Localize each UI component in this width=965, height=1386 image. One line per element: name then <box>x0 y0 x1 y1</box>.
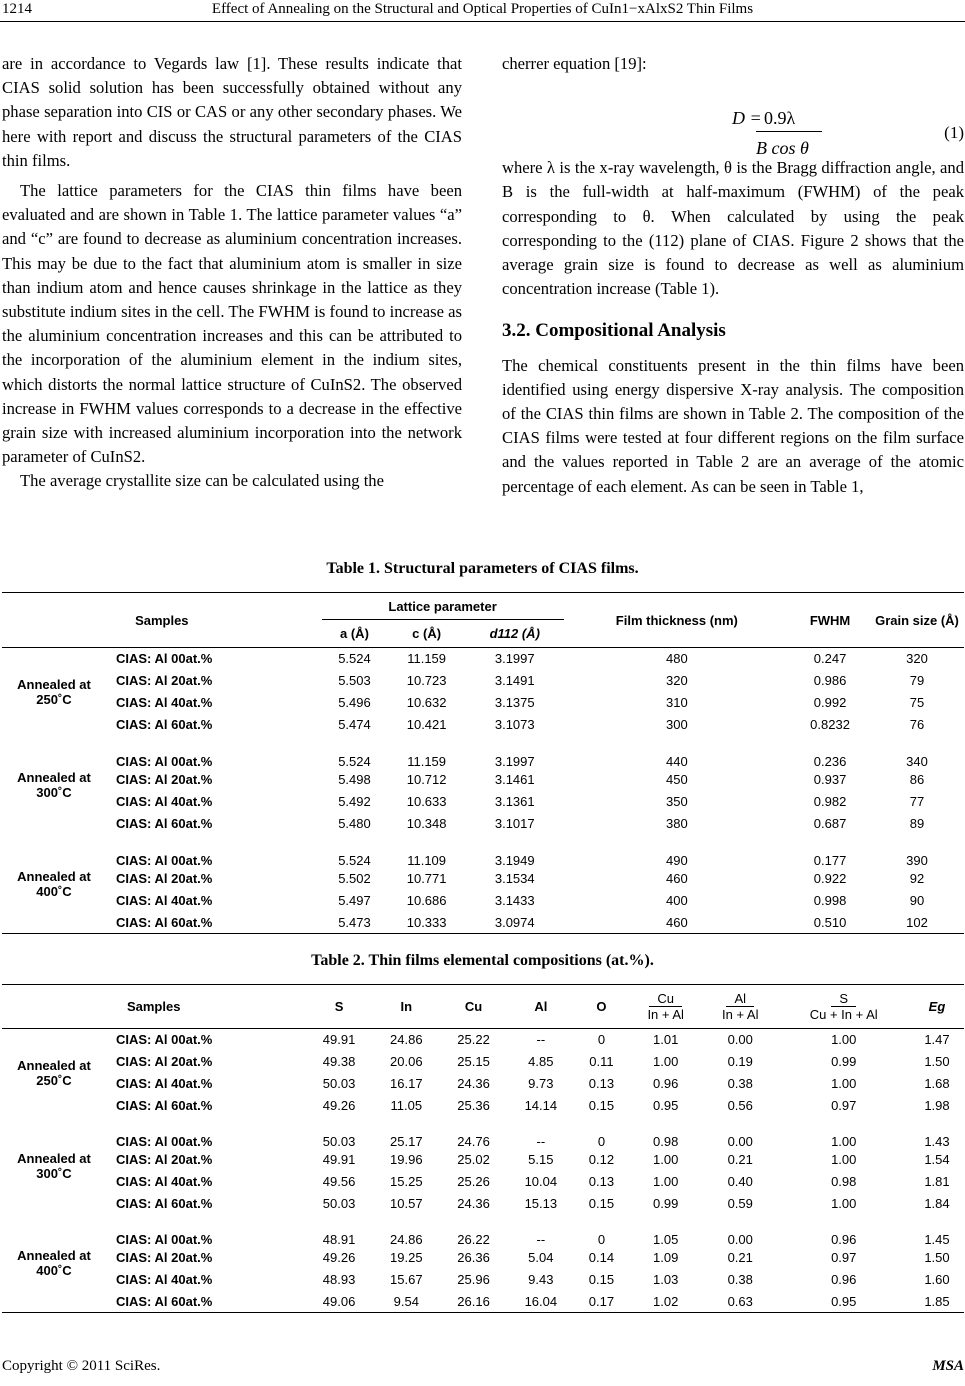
value-cell: 49.38 <box>322 1054 356 1069</box>
value-cell: 3.1491 <box>494 673 535 688</box>
value-cell: 1.03 <box>653 1272 679 1287</box>
page-number: 1214 <box>2 1 32 17</box>
value-cell: 440 <box>665 753 688 769</box>
table1-header-a: a (Å) <box>340 626 369 641</box>
sample-cell: CIAS: Al 20at.% <box>116 871 213 886</box>
value-cell: 390 <box>906 852 928 868</box>
value-cell: 5.498 <box>338 772 371 787</box>
value-cell: 48.91 <box>322 1231 356 1247</box>
value-cell: 0.15 <box>588 1098 615 1113</box>
value-cell: 0.687 <box>813 816 847 831</box>
value-cell: 1.50 <box>924 1054 950 1069</box>
table-row <box>2 868 964 890</box>
sample-cell: CIAS: Al 40at.% <box>116 695 213 710</box>
value-cell: 4.85 <box>528 1054 554 1069</box>
value-cell: 5.04 <box>528 1250 554 1265</box>
value-cell: 5.473 <box>338 914 371 930</box>
table-row <box>2 714 964 736</box>
equation-lhs: D = <box>732 108 762 129</box>
sample-cell: CIAS: Al 20at.% <box>116 1152 213 1167</box>
value-cell: 0.95 <box>831 1293 857 1309</box>
sample-cell: CIAS: Al 40at.% <box>116 893 213 908</box>
value-cell: 0.38 <box>727 1272 753 1287</box>
value-cell: 0.922 <box>813 871 847 886</box>
value-cell: 25.02 <box>457 1152 490 1167</box>
sample-cell: CIAS: Al 40at.% <box>116 1272 213 1287</box>
table1-header-samples: Samples <box>135 612 189 628</box>
value-cell: 24.36 <box>457 1076 490 1091</box>
scherrer-equation <box>502 76 964 160</box>
value-cell: 1.02 <box>653 1293 679 1309</box>
value-cell: 49.56 <box>322 1174 356 1189</box>
value-cell: 10.421 <box>406 717 447 732</box>
value-cell: 10.632 <box>406 695 447 710</box>
value-cell: 50.03 <box>322 1076 356 1091</box>
running-title: Effect of Annealing on the Structural and Optical Properties of CuIn1−xAlxS2 Thin Films <box>211 1 754 17</box>
journal-abbrev: MSA <box>932 1358 964 1374</box>
value-cell: 5.524 <box>338 651 371 667</box>
value-cell: 0.00 <box>727 1032 753 1048</box>
sample-cell: CIAS: Al 20at.% <box>116 772 213 787</box>
value-cell: 10.04 <box>524 1174 558 1189</box>
value-cell: 9.73 <box>528 1076 554 1091</box>
sample-cell: CIAS: Al 40at.% <box>116 794 213 809</box>
value-cell: 0 <box>597 1032 606 1048</box>
paragraph: where λ is the x-ray wavelength, θ is the Bragg diffraction angle, and B is the full-width at half-maximum (FWHM) of the peak corresponding to θ. When calculated by using the peak corresponding to the (112) plane of CIAS. Figure 2 shows that the average grain size is found to decrease as well as aluminium concentration increase (Table 1). <box>502 158 964 299</box>
value-cell: 92 <box>909 871 925 886</box>
value-cell: 3.1017 <box>494 816 535 831</box>
value-cell: 1.85 <box>924 1293 950 1309</box>
value-cell: 490 <box>665 852 688 868</box>
value-cell: 25.22 <box>457 1032 490 1048</box>
equation-numerator: 0.9λ <box>764 108 796 129</box>
value-cell: 77 <box>909 794 925 809</box>
value-cell: 300 <box>665 717 688 732</box>
value-cell: 11.159 <box>407 651 447 667</box>
table-row <box>2 813 964 835</box>
value-cell: 15.67 <box>390 1272 423 1287</box>
value-cell: 5.492 <box>338 794 371 809</box>
value-cell: 25.17 <box>390 1133 423 1149</box>
value-cell: 89 <box>909 816 925 831</box>
table-row <box>2 670 964 692</box>
table-row <box>2 1051 964 1073</box>
value-cell: 49.91 <box>322 1152 356 1167</box>
value-cell: 0.21 <box>727 1152 753 1167</box>
value-cell: 0.00 <box>727 1231 753 1247</box>
value-cell: 25.26 <box>457 1174 490 1189</box>
left-column <box>2 52 462 494</box>
value-cell: 480 <box>665 651 688 667</box>
value-cell: 0.99 <box>653 1196 679 1211</box>
value-cell: 3.1433 <box>494 893 535 908</box>
group-label: Annealed at 300˚C <box>17 1150 91 1181</box>
value-cell: 11.159 <box>407 753 447 769</box>
table1-header-lattice: Lattice parameter <box>322 593 564 620</box>
value-cell: 0.992 <box>813 695 847 710</box>
table-row <box>2 1215 964 1247</box>
table2-header-col: S <box>334 999 344 1014</box>
value-cell: 0.56 <box>727 1098 753 1113</box>
value-cell: 26.22 <box>457 1231 490 1247</box>
value-cell: -- <box>536 1032 546 1048</box>
table1-header-thickness: Film thickness (nm) <box>615 612 738 628</box>
value-cell: 49.06 <box>322 1293 356 1309</box>
value-cell: 49.91 <box>322 1032 356 1048</box>
value-cell: 3.1375 <box>494 695 535 710</box>
value-cell: 0.13 <box>588 1174 615 1189</box>
right-column <box>502 52 964 499</box>
table2-header-col: Eg <box>928 999 946 1014</box>
value-cell: 0.247 <box>813 651 847 667</box>
value-cell: 50.03 <box>322 1196 356 1211</box>
table-row <box>2 1073 964 1095</box>
value-cell: 0.986 <box>813 673 847 688</box>
value-cell: 1.47 <box>924 1032 950 1048</box>
value-cell: 1.54 <box>924 1152 950 1167</box>
value-cell: 340 <box>906 753 928 769</box>
value-cell: 0.998 <box>813 893 847 908</box>
value-cell: 3.1073 <box>494 717 535 732</box>
table-row <box>2 1029 964 1051</box>
section-heading: 3.2. Compositional Analysis <box>502 320 726 342</box>
table1-header-grain: Grain size (Å) <box>875 612 959 628</box>
table2-header-col: Al In + Al <box>721 991 759 1022</box>
value-cell: 0.15 <box>588 1196 615 1211</box>
value-cell: 10.712 <box>406 772 447 787</box>
value-cell: 0.98 <box>653 1133 679 1149</box>
table1-header-c: c (Å) <box>412 626 442 641</box>
value-cell: 350 <box>665 794 688 809</box>
running-header <box>0 0 965 24</box>
value-cell: 19.96 <box>390 1152 423 1167</box>
table-row <box>2 835 964 868</box>
table-row <box>2 1247 964 1269</box>
value-cell: 25.96 <box>457 1272 490 1287</box>
sample-cell: CIAS: Al 00at.% <box>116 1231 213 1247</box>
value-cell: 1.00 <box>831 1152 857 1167</box>
fraction-bar <box>756 131 822 132</box>
value-cell: 19.25 <box>390 1250 423 1265</box>
group-label: Annealed at 400˚C <box>17 1248 91 1279</box>
value-cell: 25.15 <box>457 1054 490 1069</box>
table-row <box>2 791 964 813</box>
value-cell: 24.86 <box>390 1231 423 1247</box>
value-cell: 0.63 <box>727 1293 753 1309</box>
table1-header-d: d112 (Å) <box>489 626 540 641</box>
value-cell: 0.95 <box>653 1098 679 1113</box>
value-cell: 5.474 <box>338 717 371 732</box>
value-cell: 0.8232 <box>810 717 850 732</box>
value-cell: 0.96 <box>831 1272 857 1287</box>
value-cell: 79 <box>909 673 925 688</box>
value-cell: 1.09 <box>653 1250 679 1265</box>
table2 <box>2 984 964 1313</box>
value-cell: 3.0974 <box>494 914 535 930</box>
table-row <box>2 912 964 934</box>
value-cell: 0.96 <box>653 1076 679 1091</box>
value-cell: 5.524 <box>338 852 371 868</box>
value-cell: 1.00 <box>653 1054 679 1069</box>
value-cell: 20.06 <box>390 1054 423 1069</box>
table2-header-col: Cu In + Al <box>647 991 684 1022</box>
table2-header-col: S Cu + In + Al <box>809 991 878 1022</box>
table-row <box>2 1269 964 1291</box>
value-cell: 0.982 <box>813 794 847 809</box>
group-label: Annealed at 250˚C <box>17 1057 91 1088</box>
sample-cell: CIAS: Al 60at.% <box>116 717 213 732</box>
value-cell: 3.1361 <box>494 794 535 809</box>
value-cell: 5.15 <box>528 1152 554 1167</box>
footer <box>2 1358 964 1375</box>
equation-number: (1) <box>944 123 964 143</box>
table-row <box>2 1117 964 1149</box>
value-cell: 3.1461 <box>494 772 535 787</box>
table1-caption: Table 1. Structural parameters of CIAS films. <box>326 560 639 577</box>
value-cell: 1.00 <box>653 1174 679 1189</box>
sample-cell: CIAS: Al 60at.% <box>116 816 213 831</box>
value-cell: 15.13 <box>524 1196 558 1211</box>
table-row <box>2 1193 964 1215</box>
sample-cell: CIAS: Al 60at.% <box>116 1293 213 1309</box>
sample-cell: CIAS: Al 00at.% <box>116 1133 213 1149</box>
value-cell: 3.1997 <box>494 651 535 667</box>
value-cell: 14.14 <box>524 1098 558 1113</box>
value-cell: 16.04 <box>524 1293 558 1309</box>
table1-header-fwhm: FWHM <box>809 612 851 628</box>
table-row <box>2 890 964 912</box>
table1 <box>2 592 964 934</box>
value-cell: 16.17 <box>390 1076 423 1091</box>
sample-cell: CIAS: Al 60at.% <box>116 1098 213 1113</box>
value-cell: 11.109 <box>407 852 447 868</box>
value-cell: 1.00 <box>831 1032 857 1048</box>
value-cell: 0.38 <box>727 1076 753 1091</box>
value-cell: 0.97 <box>831 1250 857 1265</box>
sample-cell: CIAS: Al 60at.% <box>116 1196 213 1211</box>
value-cell: 10.723 <box>406 673 447 688</box>
value-cell: 0 <box>597 1133 606 1149</box>
value-cell: 24.76 <box>457 1133 490 1149</box>
sample-cell: CIAS: Al 20at.% <box>116 1250 213 1265</box>
value-cell: 0.98 <box>831 1174 857 1189</box>
table-row <box>2 648 964 670</box>
value-cell: 1.98 <box>924 1098 950 1113</box>
value-cell: 1.00 <box>831 1133 857 1149</box>
value-cell: 24.36 <box>457 1196 490 1211</box>
value-cell: 1.01 <box>653 1032 679 1048</box>
value-cell: 10.348 <box>406 816 447 831</box>
value-cell: -- <box>536 1231 546 1247</box>
value-cell: 320 <box>665 673 688 688</box>
value-cell: 450 <box>665 772 688 787</box>
value-cell: 0.177 <box>813 852 847 868</box>
sample-cell: CIAS: Al 40at.% <box>116 1174 213 1189</box>
value-cell: 0.11 <box>589 1054 614 1069</box>
value-cell: 0 <box>597 1231 606 1247</box>
value-cell: 1.50 <box>924 1250 950 1265</box>
equation-denominator: B cos θ <box>756 138 809 159</box>
value-cell: 0.15 <box>588 1272 615 1287</box>
value-cell: 10.57 <box>390 1196 423 1211</box>
value-cell: 0.510 <box>813 914 847 930</box>
table-row <box>2 1149 964 1171</box>
value-cell: 25.36 <box>457 1098 490 1113</box>
value-cell: 3.1997 <box>494 753 535 769</box>
copyright: Copyright © 2011 SciRes. <box>2 1358 161 1374</box>
value-cell: 1.00 <box>831 1196 857 1211</box>
table-row <box>2 692 964 714</box>
value-cell: 76 <box>909 717 925 732</box>
value-cell: 10.633 <box>406 794 447 809</box>
paragraph: are in accordance to Vegards law [1]. These results indicate that CIAS solid solution has been successfully obtained without any phase separation into CIS or CAS or any other secondary phases. We here with report and discuss the structural parameters of the CIAS thin films. <box>2 54 462 170</box>
value-cell: 11.05 <box>390 1098 423 1113</box>
table-row <box>2 1095 964 1117</box>
value-cell: 49.26 <box>322 1098 356 1113</box>
group-label: Annealed at 250˚C <box>17 676 91 707</box>
value-cell: 5.496 <box>338 695 371 710</box>
table2-header-samples: Samples <box>126 999 181 1014</box>
value-cell: 0.40 <box>727 1174 753 1189</box>
value-cell: 1.45 <box>924 1231 950 1247</box>
value-cell: 0.99 <box>831 1054 857 1069</box>
sample-cell: CIAS: Al 00at.% <box>116 753 213 769</box>
value-cell: 0.17 <box>588 1293 615 1309</box>
value-cell: 26.16 <box>457 1293 490 1309</box>
value-cell: 3.1949 <box>494 852 535 868</box>
value-cell: 310 <box>665 695 688 710</box>
value-cell: 0.21 <box>727 1250 753 1265</box>
value-cell: 1.84 <box>924 1196 950 1211</box>
value-cell: 1.00 <box>831 1076 857 1091</box>
sample-cell: CIAS: Al 40at.% <box>116 1076 213 1091</box>
value-cell: -- <box>536 1133 546 1149</box>
value-cell: 1.68 <box>924 1076 950 1091</box>
sample-cell: CIAS: Al 60at.% <box>116 914 213 930</box>
table2-header-col: O <box>596 999 607 1014</box>
value-cell: 90 <box>909 893 925 908</box>
value-cell: 86 <box>909 772 925 787</box>
value-cell: 0.12 <box>588 1152 615 1167</box>
table2-header-col: Al <box>534 999 548 1014</box>
value-cell: 0.236 <box>813 753 847 769</box>
value-cell: 9.54 <box>393 1293 419 1309</box>
value-cell: 320 <box>906 651 928 667</box>
value-cell: 10.771 <box>406 871 447 886</box>
table-row <box>2 1291 964 1313</box>
value-cell: 5.480 <box>338 816 371 831</box>
value-cell: 0.96 <box>831 1231 857 1247</box>
value-cell: 9.43 <box>528 1272 554 1287</box>
value-cell: 3.1534 <box>494 871 535 886</box>
value-cell: 50.03 <box>322 1133 356 1149</box>
value-cell: 0.59 <box>727 1196 753 1211</box>
paragraph: cherrer equation [19]: <box>502 54 647 73</box>
value-cell: 400 <box>665 893 688 908</box>
paragraph: The lattice parameters for the CIAS thin films have been evaluated and are shown in Table 1. The lattice parameter values “a” and “c” are found to decrease as aluminium concentration increases. This may be due to the fact that aluminium atom is smaller in size than indium atom and hence causes shrinkage in the lattice as they substitute indium sites in the cell. The FWHM is found to increase as the aluminium concentration increases and this can be attributed to the incorporation of the aluminium element in the indium sites, which distorts the normal lattice structure of CuInS2. The observed increase in FWHM values corresponds to a decrease in the effective grain size with increased aluminium incorporation into the network parameter of CuInS2. <box>2 181 462 467</box>
value-cell: 0.19 <box>727 1054 753 1069</box>
value-cell: 10.686 <box>406 893 447 908</box>
value-cell: 5.503 <box>338 673 371 688</box>
value-cell: 24.86 <box>390 1032 423 1048</box>
value-cell: 10.333 <box>406 914 447 930</box>
value-cell: 5.502 <box>338 871 371 886</box>
value-cell: 26.36 <box>457 1250 490 1265</box>
value-cell: 460 <box>665 871 688 886</box>
table-row <box>2 736 964 769</box>
value-cell: 1.00 <box>653 1152 679 1167</box>
value-cell: 380 <box>665 816 688 831</box>
paragraph: The chemical constituents present in the thin films have been identified using energy dispersive X-ray analysis. The composition of the CIAS thin films are shown in Table 2. The composition of the CIAS films were tested at four different regions on the film surface and the values reported in Table 2 are an average of the atomic percentage of each element. As can be seen in Table 1, <box>502 355 964 496</box>
table-row <box>2 1171 964 1193</box>
group-label: Annealed at 400˚C <box>17 868 91 899</box>
value-cell: 75 <box>909 695 925 710</box>
value-cell: 5.497 <box>338 893 371 908</box>
table-row <box>2 769 964 791</box>
sample-cell: CIAS: Al 00at.% <box>116 651 213 667</box>
value-cell: 0.13 <box>588 1076 615 1091</box>
value-cell: 1.60 <box>924 1272 950 1287</box>
header-rule <box>0 21 965 22</box>
table2-header-col: Cu <box>464 999 483 1014</box>
table2-header-col: In <box>400 999 413 1014</box>
sample-cell: CIAS: Al 20at.% <box>116 673 213 688</box>
value-cell: 0.937 <box>813 772 847 787</box>
value-cell: 1.05 <box>653 1231 679 1247</box>
sample-cell: CIAS: Al 00at.% <box>116 1032 213 1048</box>
value-cell: 0.97 <box>831 1098 857 1113</box>
sample-cell: CIAS: Al 20at.% <box>116 1054 213 1069</box>
value-cell: 15.25 <box>390 1174 423 1189</box>
value-cell: 49.26 <box>322 1250 356 1265</box>
value-cell: 1.43 <box>924 1133 950 1149</box>
value-cell: 0.00 <box>727 1133 753 1149</box>
value-cell: 0.14 <box>588 1250 615 1265</box>
value-cell: 102 <box>906 914 928 930</box>
value-cell: 460 <box>665 914 688 930</box>
sample-cell: CIAS: Al 00at.% <box>116 852 213 868</box>
table2-caption: Table 2. Thin films elemental compositions (at.%). <box>311 952 654 969</box>
value-cell: 1.81 <box>924 1174 950 1189</box>
group-label: Annealed at 300˚C <box>17 770 91 800</box>
value-cell: 48.93 <box>322 1272 356 1287</box>
paragraph: The average crystallite size can be calculated using the <box>20 471 384 491</box>
value-cell: 5.524 <box>338 753 371 769</box>
